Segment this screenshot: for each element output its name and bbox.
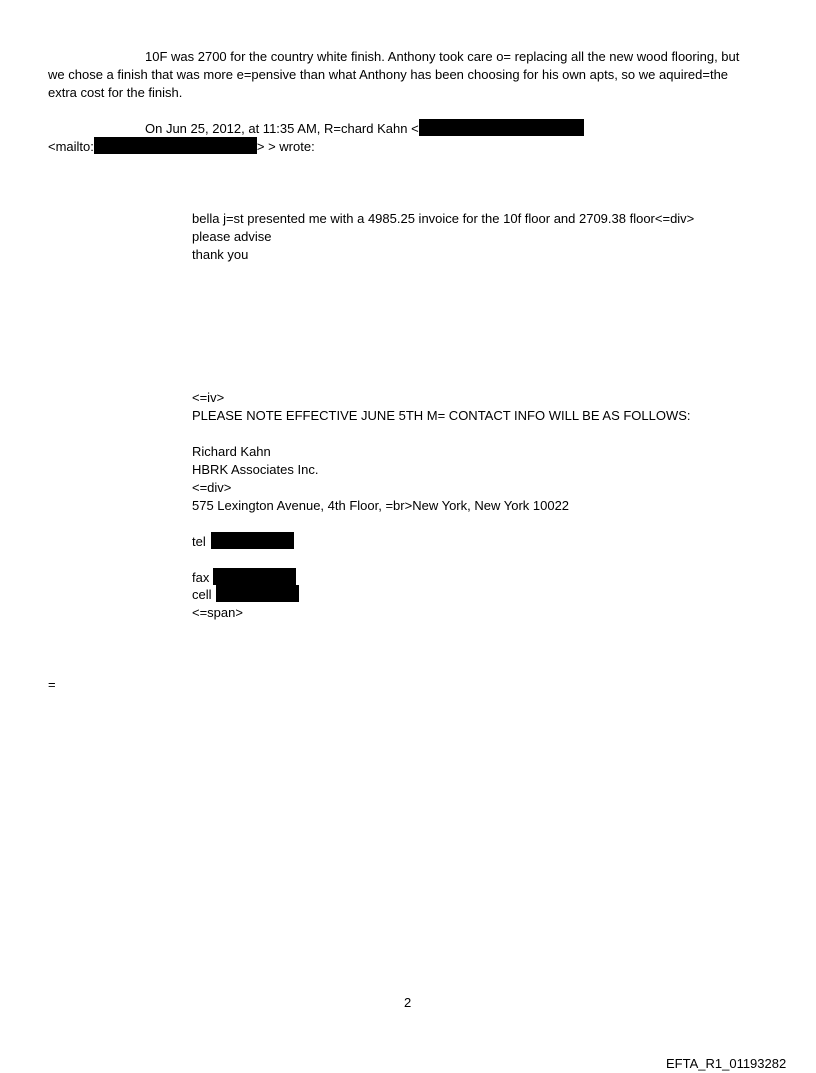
- redacted-cell: [216, 585, 299, 602]
- para1-line2: we chose a finish that was more e=pensive than what Anthony has been choosing for his own apts, so we aquired=the: [48, 67, 729, 82]
- tel-label: tel: [192, 534, 206, 549]
- cell-label: cell: [192, 587, 212, 602]
- div-tag-2: <=div>: [192, 480, 232, 495]
- message-line2: please advise: [192, 229, 272, 244]
- wrote-suffix: > > wrote:: [256, 139, 315, 154]
- quote-header-line2: [48, 137, 315, 156]
- signature-company: HBRK Associates Inc.: [192, 462, 319, 477]
- redacted-mailto: [94, 137, 257, 154]
- quote-header-prefix: On Jun 25, 2012, at 11:35 AM, R=chard Kahn <: [145, 121, 419, 136]
- redacted-email: [419, 119, 584, 136]
- redacted-fax: [213, 568, 296, 585]
- signature-address: 575 Lexington Avenue, 4th Floor, =br>New York, New York 10022: [192, 498, 570, 513]
- page-number: 2: [404, 995, 412, 1010]
- para1-line1: 10F was 2700 for the country white finish. Anthony took care o= replacing all the new wood flooring, but: [145, 49, 740, 64]
- message-line3: thank you: [192, 247, 249, 262]
- fax-label: fax: [192, 570, 210, 585]
- span-tag: <=span>: [192, 605, 243, 620]
- para1-line3: extra cost for the finish.: [48, 85, 183, 100]
- message-line1: bella j=st presented me with a 4985.25 invoice for the 10f floor and 2709.38 floor<=div>: [192, 211, 695, 226]
- mailto-prefix: <mailto:: [48, 139, 94, 154]
- redacted-tel: [211, 532, 294, 549]
- div-tag: <=iv>: [192, 390, 225, 405]
- document-id: EFTA_R1_01193282: [666, 1056, 787, 1071]
- signature-name: Richard Kahn: [192, 444, 271, 459]
- trailing-equals: =: [48, 677, 56, 692]
- contact-notice: PLEASE NOTE EFFECTIVE JUNE 5TH M= CONTACT INFO WILL BE AS FOLLOWS:: [192, 408, 691, 423]
- quote-header-line1: [145, 119, 584, 138]
